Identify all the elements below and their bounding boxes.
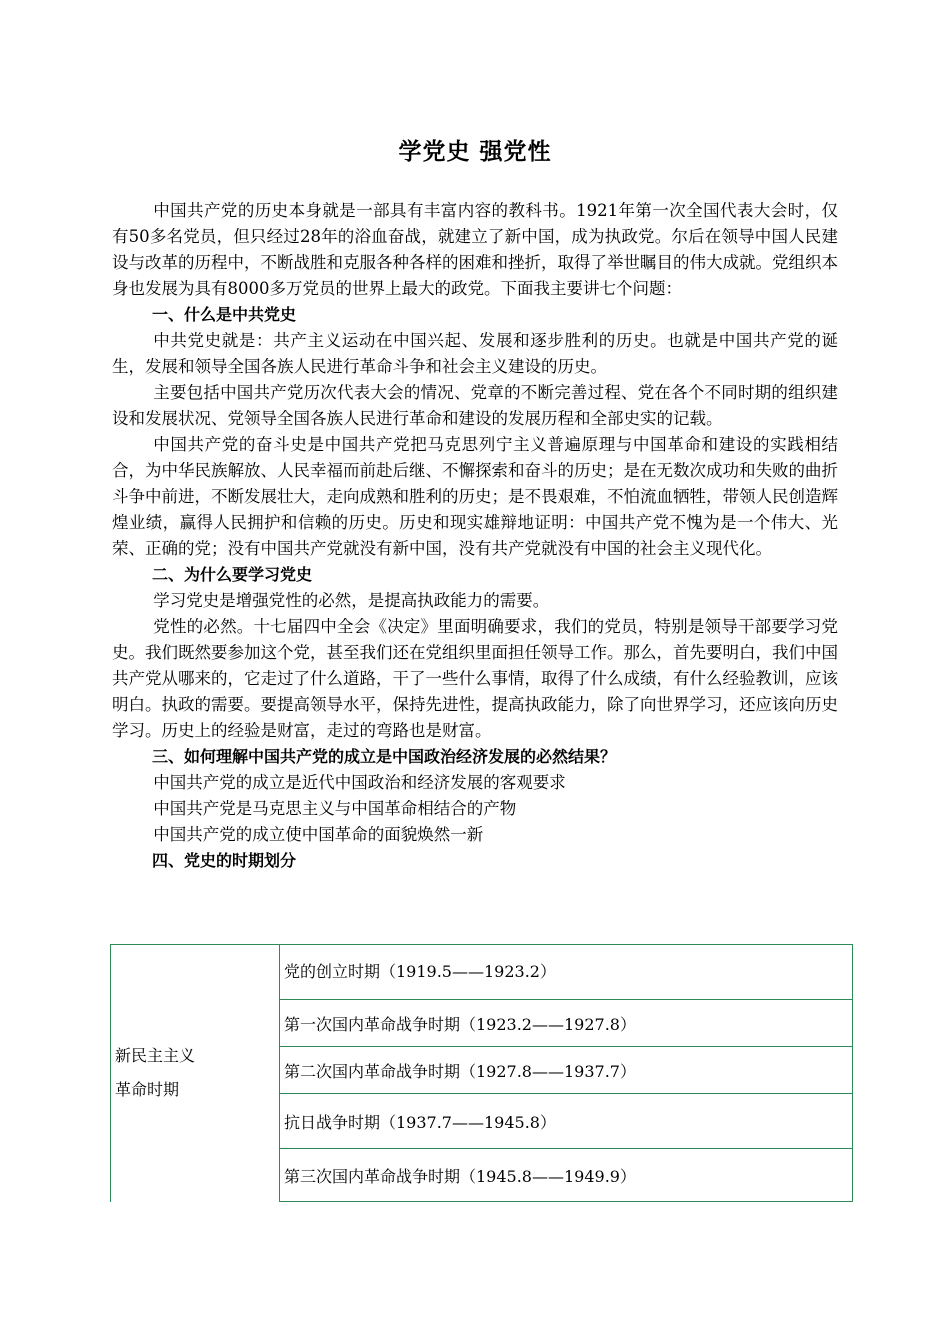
period-cell: 第二次国内革命战争时期（1927.8——1937.7） [280,1047,853,1094]
era-cell [111,945,280,1202]
section-1-heading: 一、什么是中共党史 [152,305,297,324]
document-body [112,198,838,874]
period-cell: 党的创立时期（1919.5——1923.2） [280,945,853,1000]
section-3-line: 中国共产党是马克思主义与中国革命相结合的产物 [153,799,517,818]
period-table-wrapper [110,944,853,1202]
document-title: 学党史 强党性 [398,139,552,165]
period-table [110,944,853,1202]
section-3-line: 中国共产党的成立使中国革命的面貌焕然一新 [153,825,484,844]
section-2-paragraph: 学习党史是增强党性的必然，是提高执政能力的需要。 [153,591,550,610]
section-3-line: 中国共产党的成立是近代中国政治和经济发展的客观要求 [153,773,566,792]
section-1-paragraph: 中共党史就是：共产主义运动在中国兴起、发展和逐步胜利的历史。也就是中国共产党的诞生，发展和领导全国各族人民进行革命斗争和社会主义建设的历史。 [112,331,838,376]
section-2-heading: 二、为什么要学习党史 [152,565,313,584]
period-cell: 第一次国内革命战争时期（1923.2——1927.8） [280,1000,853,1047]
section-1-paragraph: 主要包括中国共产党历次代表大会的情况、党章的不断完善过程、党在各个不同时期的组织建设和发展状况、党领导全国各族人民进行革命和建设的发展历程和全部史实的记载。 [112,383,838,428]
period-cell: 抗日战争时期（1937.7——1945.8） [280,1094,853,1149]
period-cell: 第三次国内革命战争时期（1945.8——1949.9） [280,1149,853,1202]
era-label-line2: 革命时期 [115,1080,180,1100]
section-4-heading: 四、党史的时期划分 [152,851,297,870]
section-1-paragraph: 中国共产党的奋斗史是中国共产党把马克思列宁主义普遍原理与中国革命和建设的实践相结合，为中华民族解放、人民幸福而前赴后继、不懈探索和奋斗的历史；是在无数次成功和失败的曲折斗争中前进，不断发展壮大，走向成熟和胜利的历史；是不畏艰难，不怕流血牺牲，带领人民创造辉煌业绩，赢得人民拥护和信赖的历史。历史和现实雄辩地证明：中国共产党不愧为是一个伟大、光荣、正确的党；没有中国共产党就没有新中国，没有共产党就没有中国的社会主义现代化。 [112,435,838,558]
section-3-heading: 三、如何理解中国共产党的成立是中国政治经济发展的必然结果？ [152,747,617,766]
section-2-paragraph: 党性的必然。十七届四中全会《决定》里面明确要求，我们的党员，特别是领导干部要学习党史。我们既然要参加这个党，甚至我们还在党组织里面担任领导工作。那么，首先要明白，我们中国共产党从哪来的，它走过了什么道路，干了一些什么事情，取得了什么成绩，有什么经验教训，应该明白。执政的需要。要提高领导水平，保持先进性，提高执政能力，除了向世界学习，还应该向历史学习。历史上的经验是财富，走过的弯路也是财富。 [112,617,838,740]
table-row [111,945,853,1000]
era-label-line1: 新民主主义 [115,1046,196,1066]
intro-paragraph: 中国共产党的历史本身就是一部具有丰富内容的教科书。1921年第一次全国代表大会时，仅有50多名党员，但只经过28年的浴血奋战，就建立了新中国，成为执政党。尔后在领导中国人民建设与改革的历程中，不断战胜和克服各种各样的困难和挫折，取得了举世瞩目的伟大成就。党组织本身也发展为具有8000多万党员的世界上最大的政党。下面我主要讲七个问题： [112,201,838,298]
